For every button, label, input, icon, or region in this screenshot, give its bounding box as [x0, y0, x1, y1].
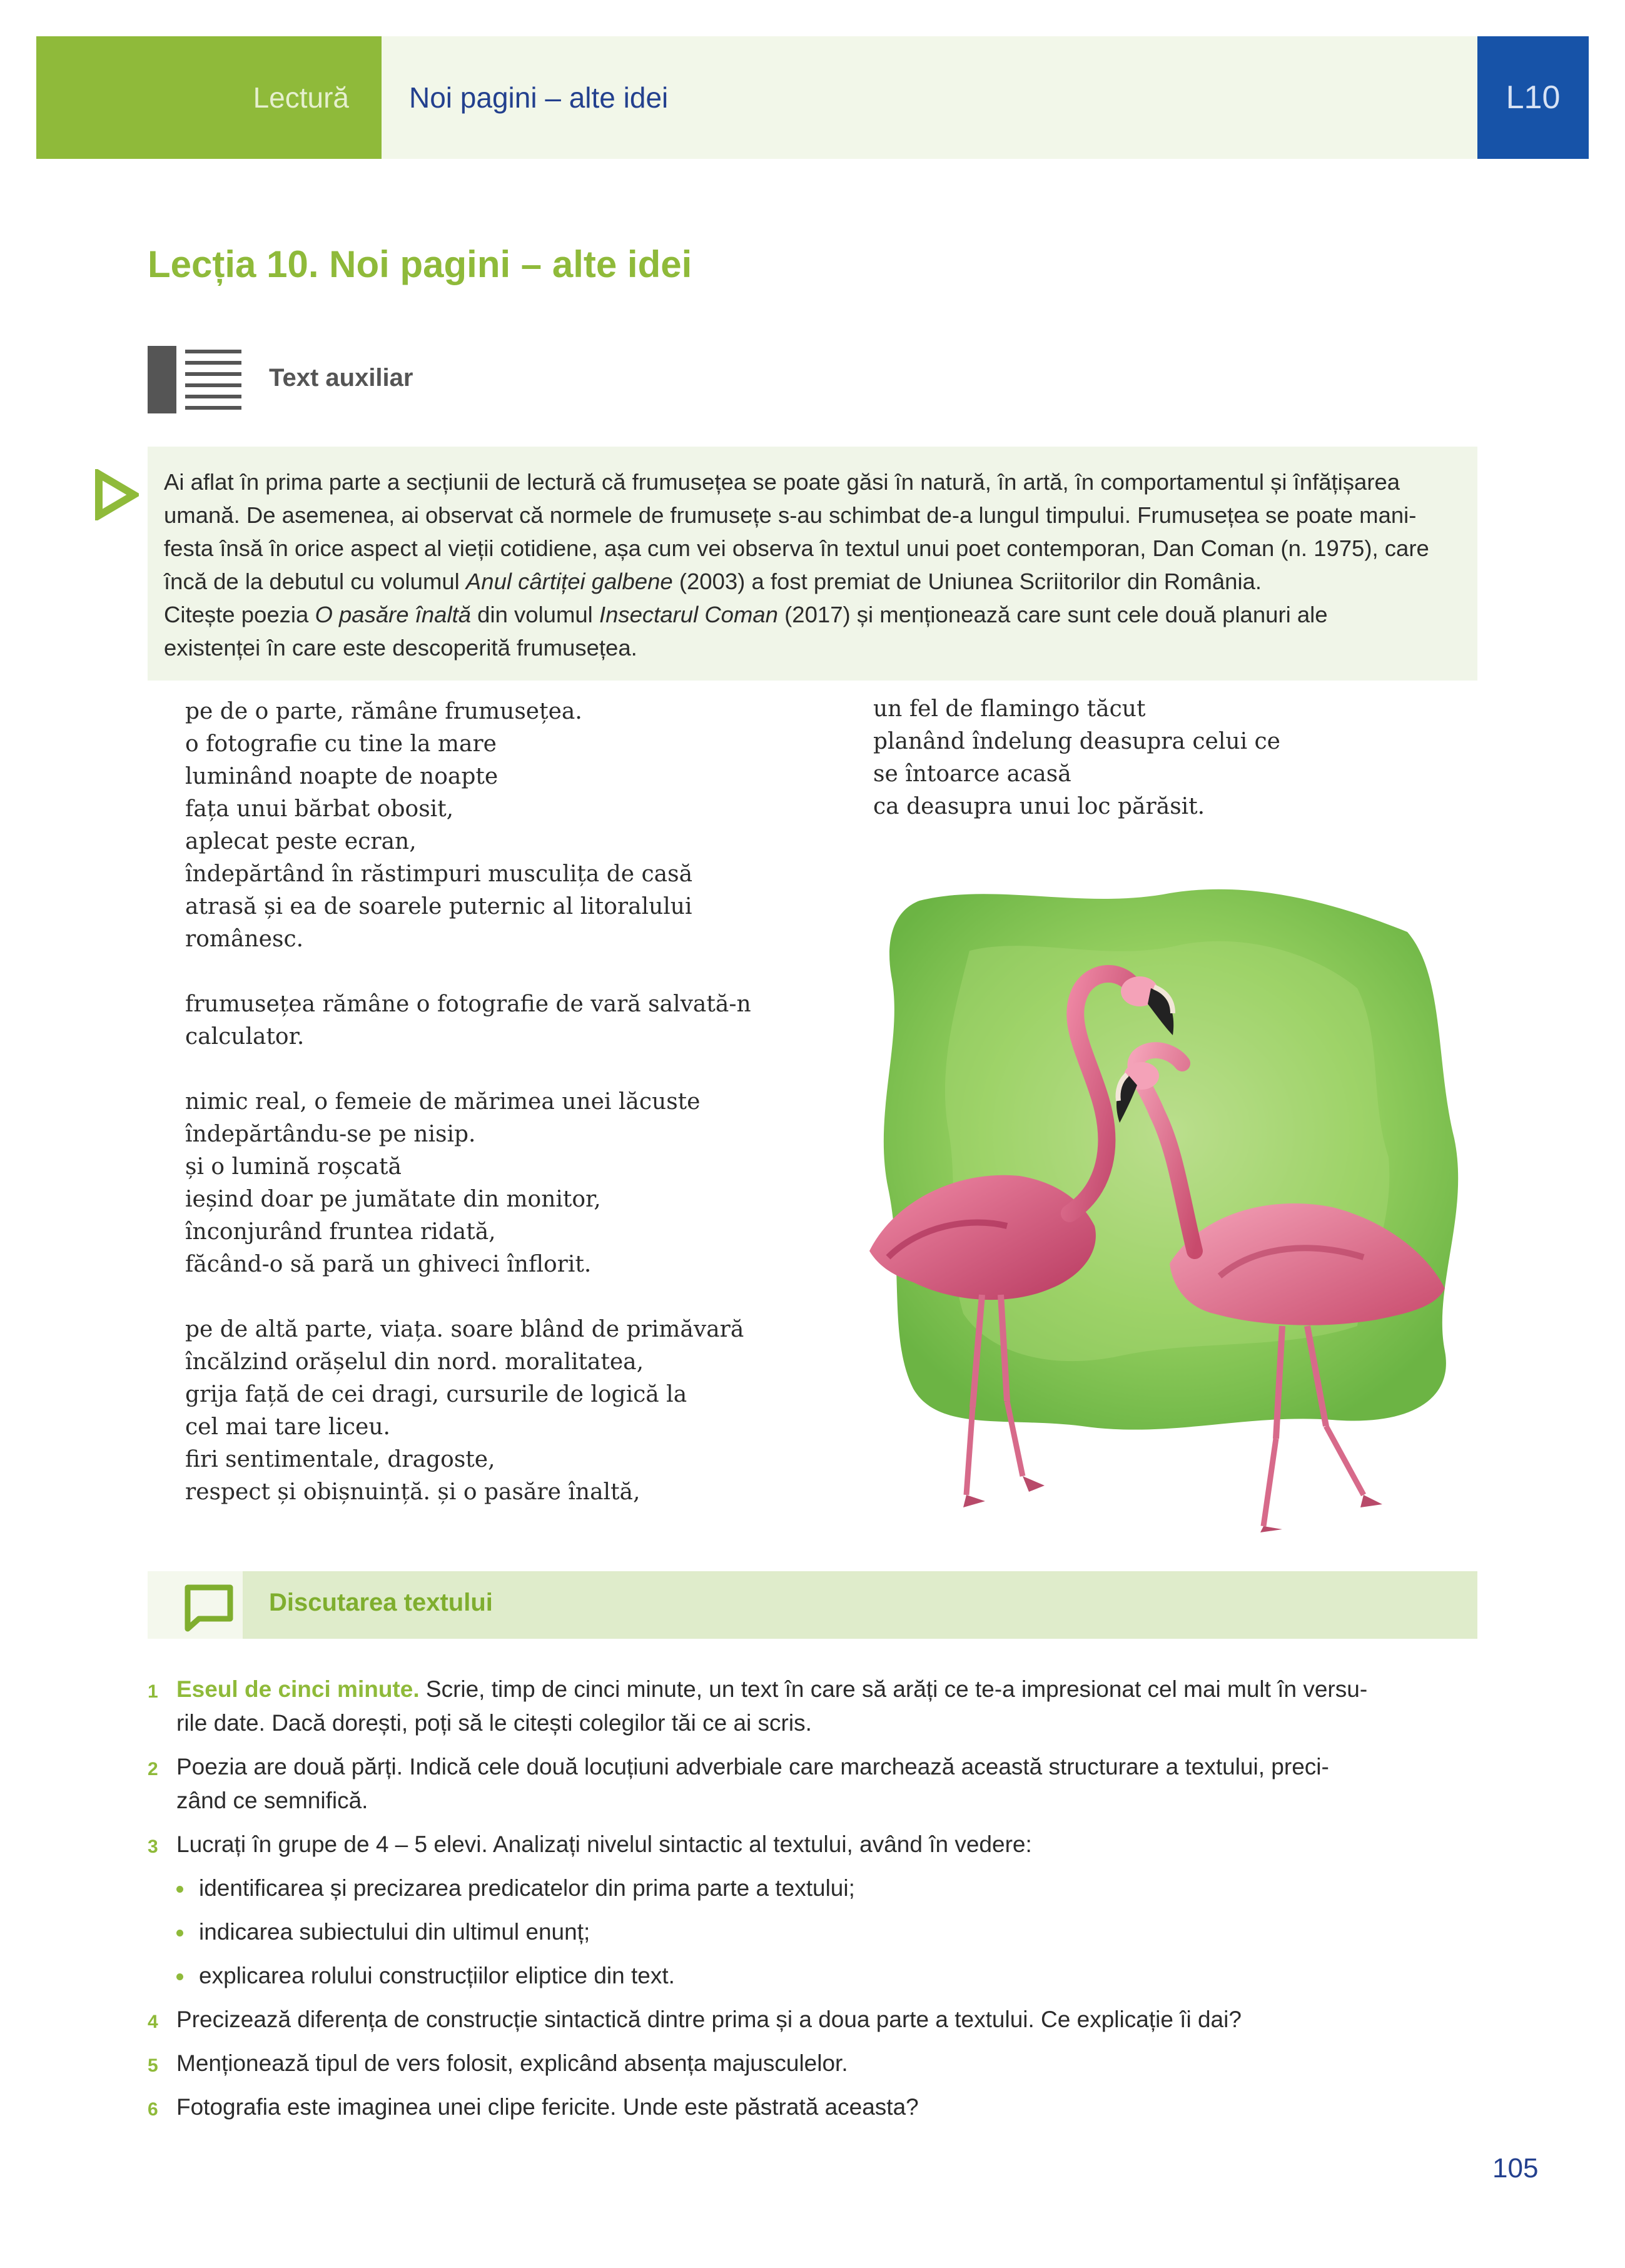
volume-title: Insectarul Coman — [599, 602, 778, 627]
page-number: 105 — [1492, 2153, 1539, 2184]
question-number: 1 — [148, 1681, 158, 1702]
bullet-dot-icon — [176, 1973, 183, 1980]
lesson-title: Lecția 10. Noi pagini – alte idei — [148, 243, 692, 285]
poem-line: ca deasupra unui loc părăsit. — [873, 794, 1205, 819]
question-item — [148, 2047, 1480, 2080]
poem-line: un fel de flamingo tăcut — [873, 696, 1146, 722]
question-number: 6 — [148, 2099, 158, 2120]
poem-line: cel mai tare liceu. — [185, 1414, 390, 1440]
poem-line: se întoarce acasă — [873, 761, 1071, 787]
poem-line: calculator. — [185, 1024, 305, 1050]
poem-line: luminând noapte de noapte — [185, 764, 499, 789]
header-section-label: Lectură — [253, 81, 349, 114]
question-text: Fotografia este imaginea unei clipe fericite. Unde este păstrată aceasta? — [176, 2094, 919, 2120]
poem-line: pe de o parte, rămâne frumusețea. — [185, 699, 582, 724]
bullet-text: explicarea rolului construcțiilor eliptice din text. — [199, 1963, 675, 1988]
page-header — [36, 36, 1589, 159]
question-number: 2 — [148, 1759, 158, 1779]
question-number: 5 — [148, 2055, 158, 2076]
question-item — [148, 1828, 1480, 1861]
poem-line: firi sentimentale, dragoste, — [185, 1447, 495, 1472]
question-number: 4 — [148, 2012, 158, 2032]
header-title — [382, 36, 1477, 159]
header-section — [36, 36, 382, 159]
poem-line: ieșind doar pe jumătate din monitor, — [185, 1187, 601, 1212]
question-item — [148, 1673, 1480, 1740]
poem-line: respect și obișnuință. și o pasăre înaltă, — [185, 1479, 640, 1505]
poem-line: planând îndelung deasupra celui ce — [873, 729, 1280, 754]
intro-line: (2003) a fost premiat de Uniunea Scriitorilor din România. — [672, 569, 1262, 594]
bullet-item — [176, 1959, 675, 1993]
bullet-text: identificarea și precizarea predicatelor din prima parte a textului; — [199, 1875, 855, 1901]
intro-box — [148, 447, 1477, 681]
intro-line: din volumul — [471, 602, 599, 627]
volume-title: Anul cârtiței galbene — [465, 569, 673, 594]
intro-text — [164, 465, 1452, 664]
play-icon — [94, 469, 139, 520]
intro-line: (2017) și menționează care sunt cele două planuri ale — [778, 602, 1328, 627]
bullet-dot-icon — [176, 1930, 183, 1936]
bullet-dot-icon — [176, 1886, 183, 1893]
bullet-text: indicarea subiectului din ultimul enunț; — [199, 1919, 590, 1945]
question-text: Precizează diferența de construcție sintactică dintre prima și a doua parte a textului. Ce explicație îi dai? — [176, 2007, 1242, 2032]
poem-line: o fotografie cu tine la mare — [185, 731, 497, 757]
question-item — [148, 2003, 1480, 2037]
intro-line: Ai aflat în prima parte a secțiunii de lectură că frumusețea se poate găsi în natură, în artă, în comportamentul și înfățișarea — [164, 469, 1400, 495]
poem-line: încălzind orășelul din nord. moralitatea, — [185, 1349, 644, 1375]
header-lesson-code — [1477, 36, 1589, 159]
poem-line: românesc. — [185, 926, 304, 952]
poem-line: aplecat peste ecran, — [185, 829, 417, 854]
auxiliary-text-icon — [148, 346, 241, 413]
poem-right-column — [873, 693, 1280, 823]
poem-title: O pasăre înaltă — [315, 602, 472, 627]
question-item — [148, 2090, 1480, 2124]
question-number: 3 — [148, 1836, 158, 1857]
poem-line: frumusețea rămâne o fotografie de vară salvată-n — [185, 991, 751, 1017]
poem-line: pe de altă parte, viața. soare blând de primăvară — [185, 1317, 744, 1342]
question-text: Eseul de cinci minute. Scrie, timp de cinci minute, un text în care să arăți ce te-a impresionat cel mai mult în versu- rile date. Dacă dorești, poți să le citești colegilor tăi ce ai scris. — [176, 1676, 1368, 1736]
question-text: Poezia are două părți. Indică cele două locuțiuni adverbiale care marchează această structurare a textului, preci- zând ce semnifică. — [176, 1754, 1329, 1813]
poem-line: înconjurând fruntea ridată, — [185, 1219, 496, 1245]
bullet-item — [176, 1915, 590, 1949]
poem-left-column — [185, 696, 751, 1509]
poem-line: și o lumină roșcată — [185, 1154, 402, 1180]
intro-line: încă de la debutul cu volumul — [164, 569, 466, 594]
header-lesson-code-label: L10 — [1506, 79, 1561, 116]
poem-line: făcând-o să pară un ghiveci înflorit. — [185, 1252, 592, 1277]
intro-line: Citește poezia — [164, 602, 315, 627]
poem-line: fața unui bărbat obosit, — [185, 796, 454, 822]
intro-line: existenței în care este descoperită frumusețea. — [164, 635, 637, 661]
auxiliary-text-label: Text auxiliar — [269, 364, 413, 392]
flamingo-illustration — [844, 876, 1482, 1532]
poem-line: îndepărtându-se pe nisip. — [185, 1121, 476, 1147]
intro-line: festa însă în orice aspect al vieții cotidiene, așa cum vei observa în textul unui poet contemporan, Dan Coman (n. 1975), care — [164, 535, 1429, 561]
question-text: Menționează tipul de vers folosit, explicând absența majusculelor. — [176, 2050, 848, 2076]
question-text: Lucrați în grupe de 4 – 5 elevi. Analizați nivelul sintactic al textului, având în vedere: — [176, 1831, 1032, 1857]
poem-line: grija față de cei dragi, cursurile de logică la — [185, 1382, 687, 1407]
header-title-label: Noi pagini – alte idei — [409, 81, 669, 114]
poem-line: nimic real, o femeie de mărimea unei lăcuste — [185, 1089, 701, 1115]
speech-bubble-icon — [183, 1582, 235, 1633]
discussion-label: Discutarea textului — [269, 1589, 493, 1616]
bullet-item — [176, 1871, 855, 1905]
intro-line: umană. De asemenea, ai observat că normele de frumusețe s-au schimbat de-a lungul timpului. Frumusețea se poate mani- — [164, 502, 1417, 528]
poem-line: îndepărtând în răstimpuri musculița de casă — [185, 861, 693, 887]
poem-line: atrasă și ea de soarele puternic al litoralului — [185, 894, 692, 919]
question-item — [148, 1750, 1480, 1818]
question-highlight: Eseul de cinci minute. — [176, 1676, 420, 1702]
